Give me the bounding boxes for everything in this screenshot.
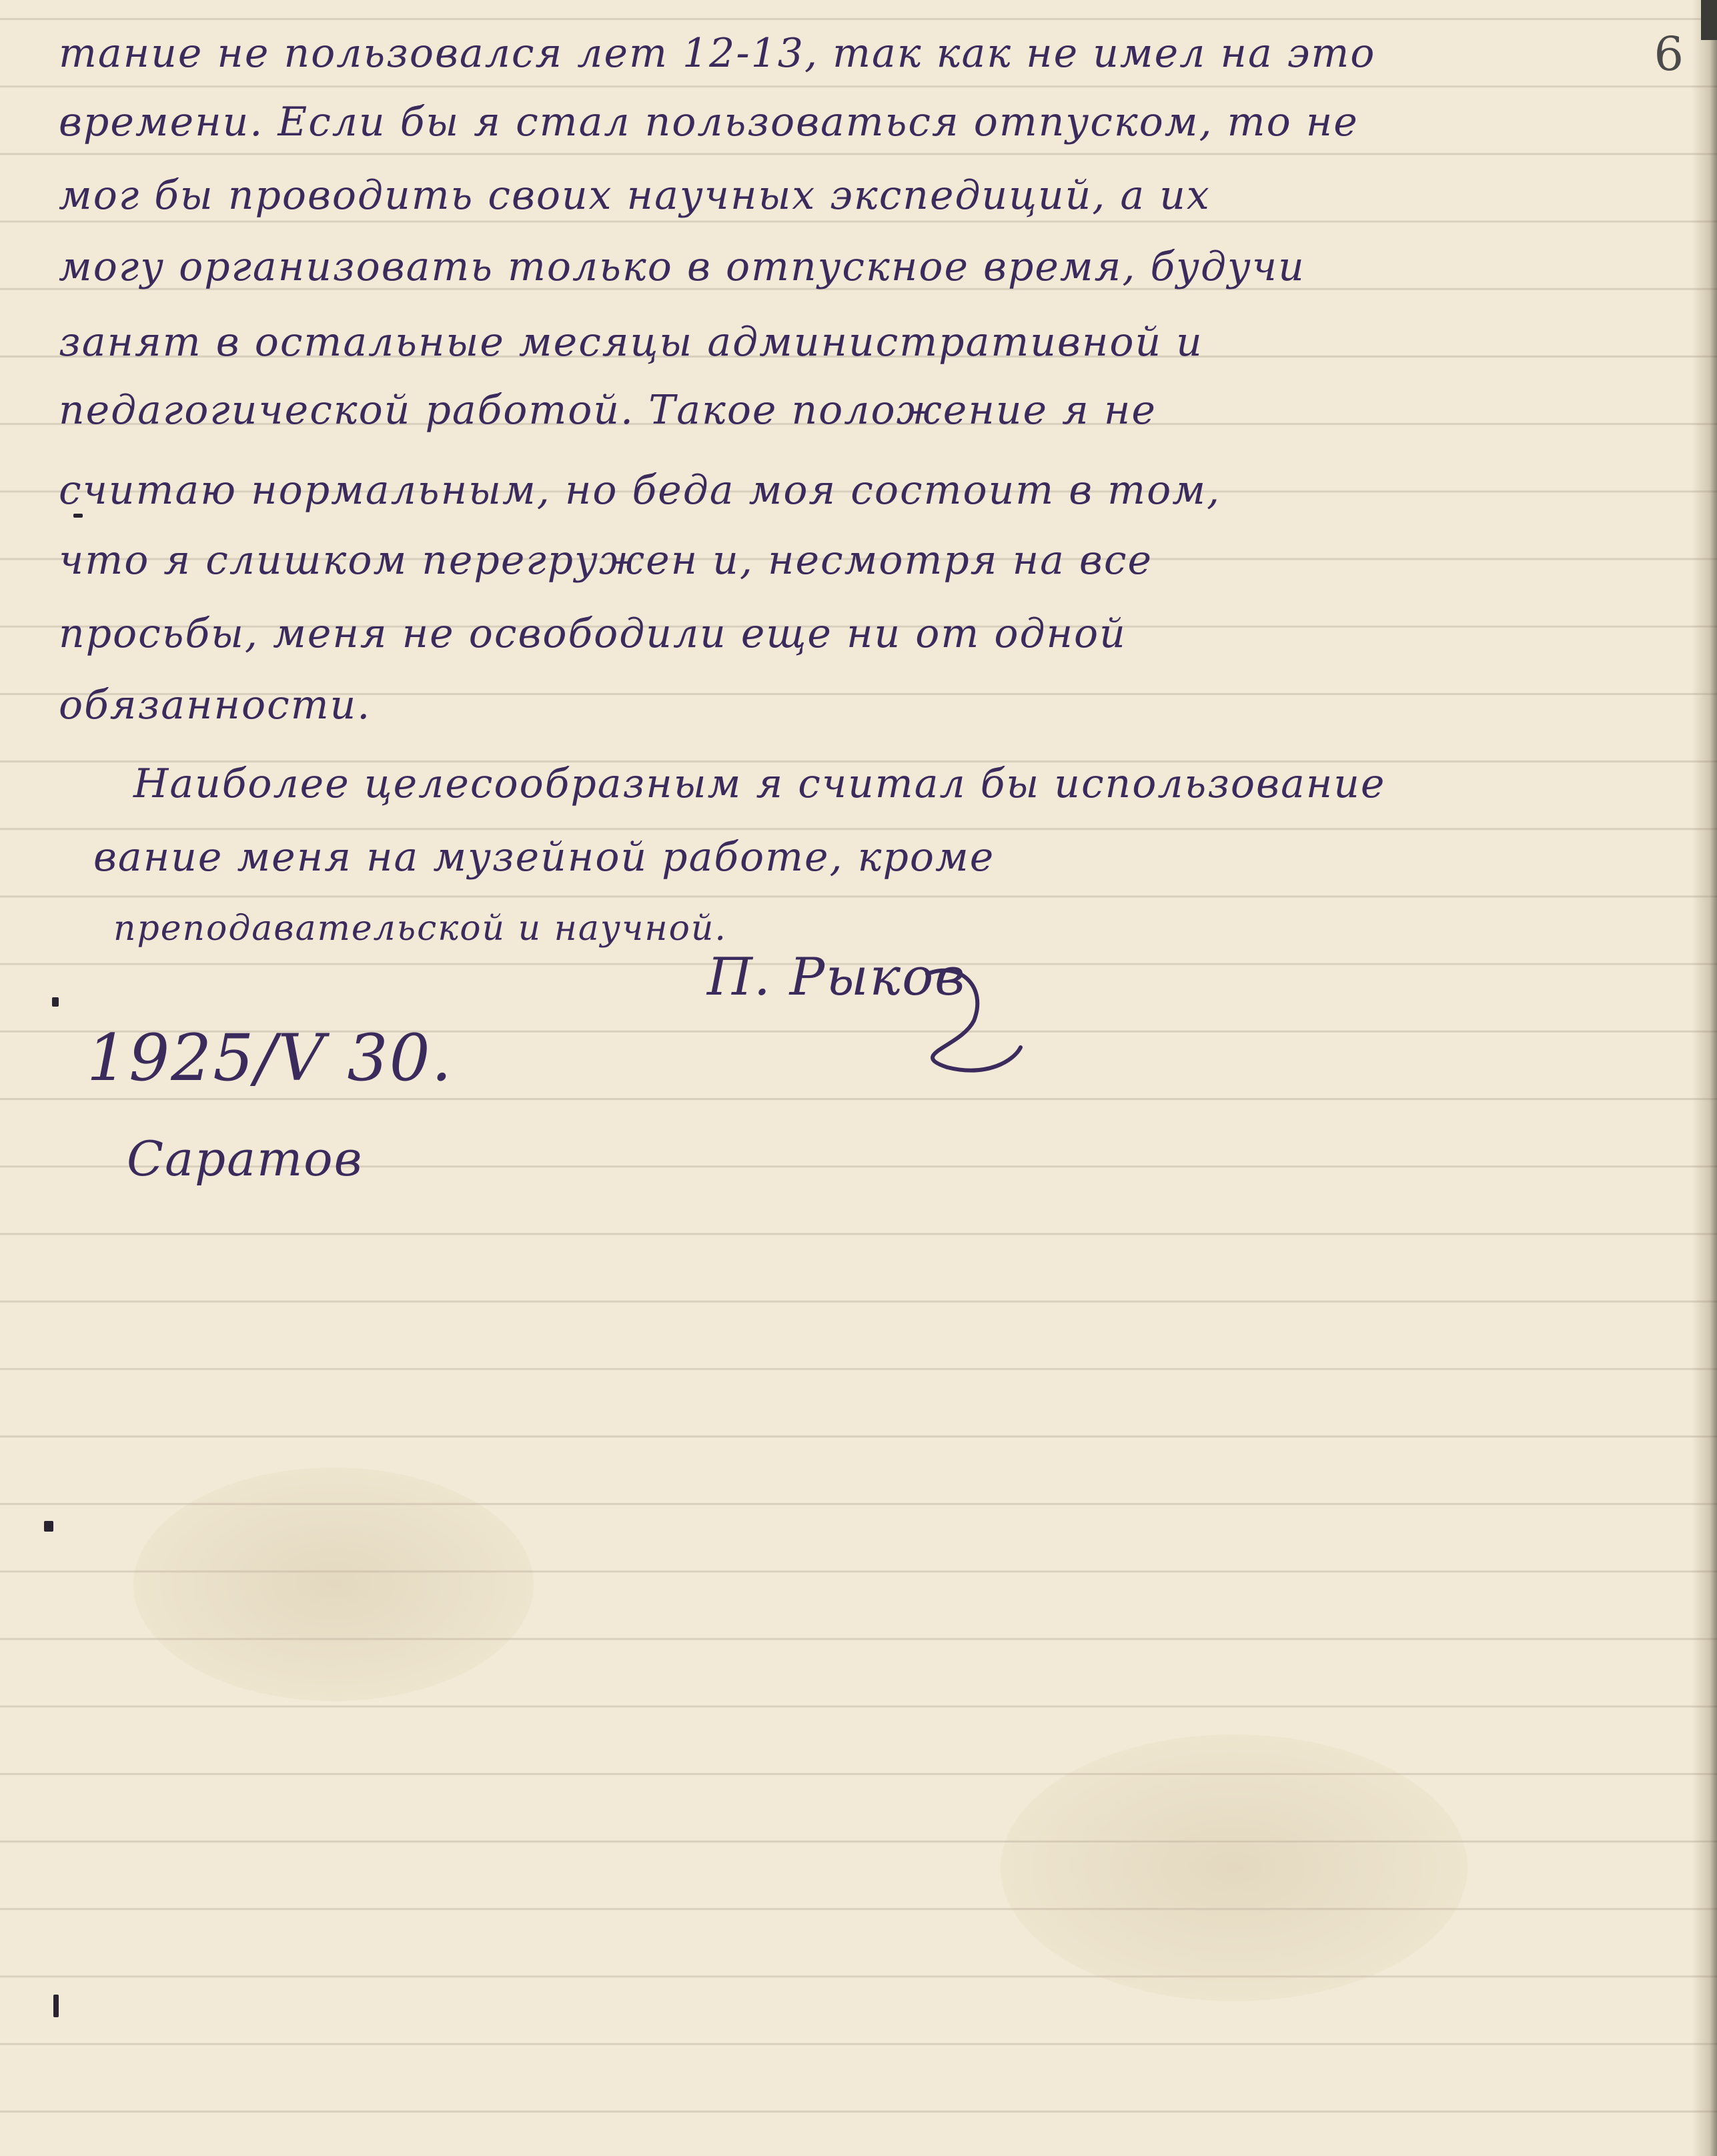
text-line: что я слишком перегружен и, несмотря на все [59,537,1153,584]
text-line: вание меня на музейной работе, кроме [93,834,995,881]
paper-stain [133,1468,534,1701]
page-corner [1701,0,1717,40]
signature: П. Рыков [707,947,967,1007]
signature-flourish [707,947,1027,1094]
text-line: тание не пользовался лет 12-13, так как не имел на это [59,30,1376,77]
date: 1925/V 30. [87,1021,454,1095]
text-line: Наиболее целесообразным я считал бы использование [133,760,1386,807]
ink-dot [52,997,59,1007]
page-edge-shadow [1692,0,1717,2156]
text-line: считаю нормальным, но беда моя состоит в том, [59,467,1221,514]
ink-dot [73,514,83,518]
text-line: преподавательской и научной. [113,909,727,949]
ink-dot [44,1521,53,1532]
text-line: могу организовать только в отпускное время, будучи [59,243,1305,290]
city-name: Саратов [127,1131,364,1187]
text-line: занят в остальные месяцы административной и [59,319,1203,366]
text-line: педагогической работой. Такое положение я не [59,387,1157,434]
paper-stain [1001,1734,1468,2001]
text-line: мог бы проводить своих научных экспедиций, а их [59,172,1211,219]
text-line: времени. Если бы я стал пользоваться отпуском, то не [59,99,1359,145]
ink-dot [53,1995,59,2017]
page-number: 6 [1654,27,1685,81]
text-line: просьбы, меня не освободили еще ни от одной [59,610,1127,657]
text-line: обязанности. [59,682,372,728]
